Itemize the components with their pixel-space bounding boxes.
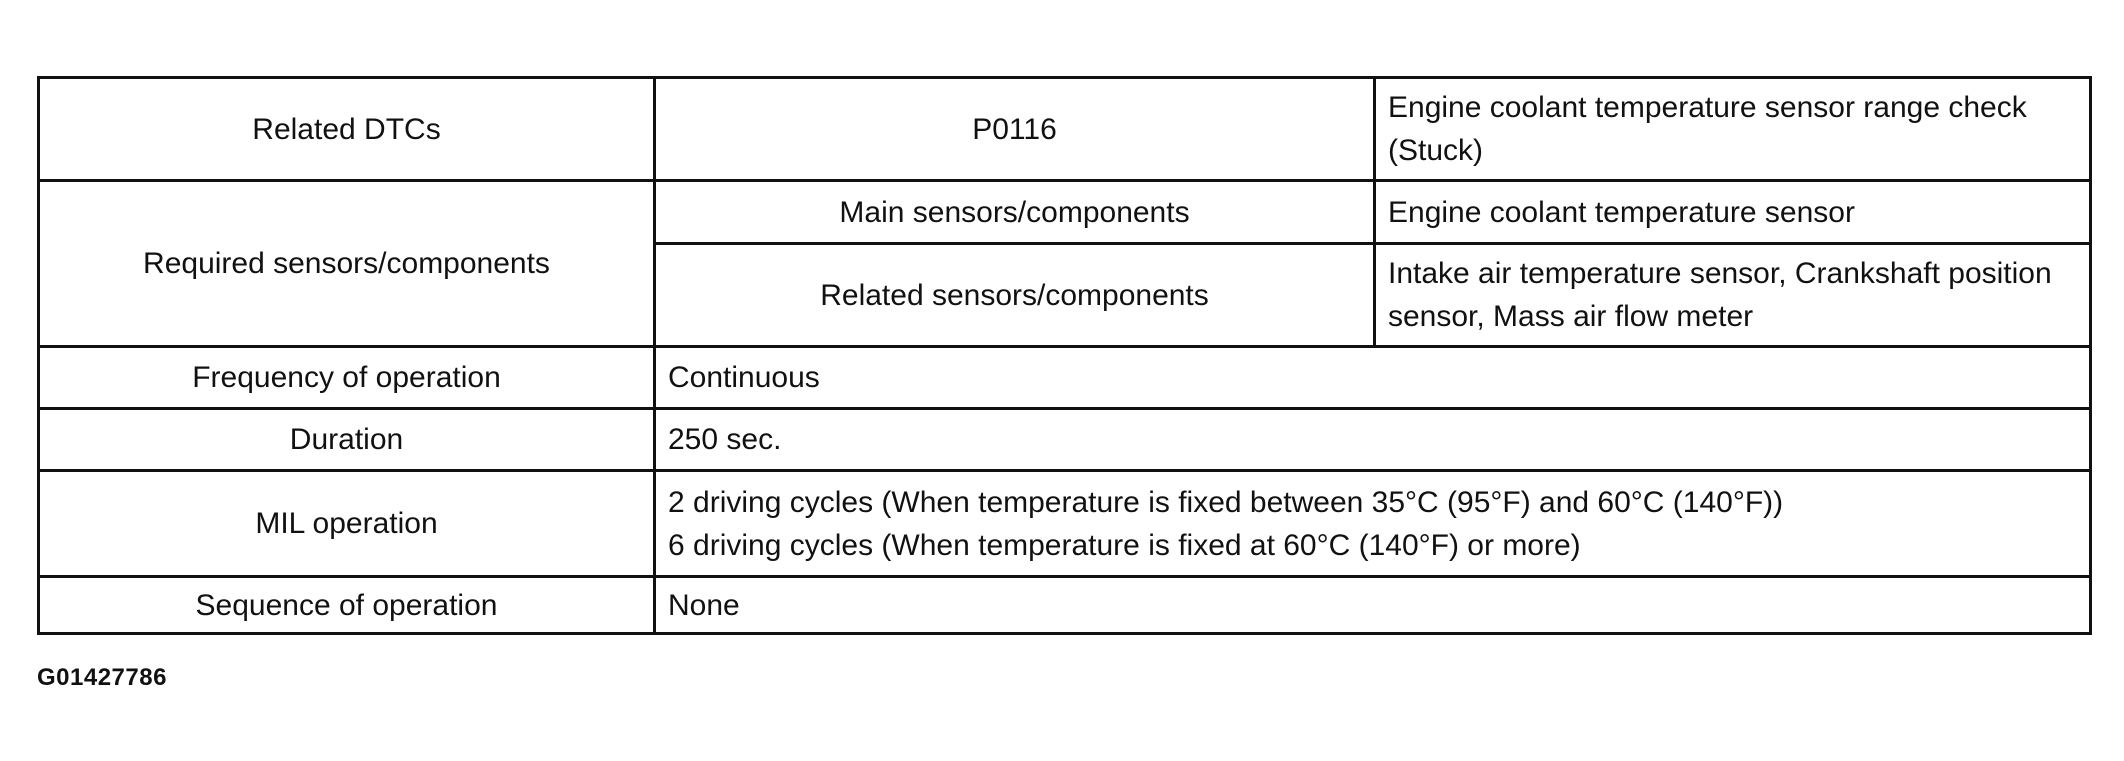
- duration-label: Duration: [39, 409, 655, 471]
- row-related-dtcs: [39, 78, 2091, 181]
- row-mil-operation: [39, 471, 2091, 577]
- related-dtcs-label: Related DTCs: [39, 78, 655, 181]
- related-sensors-value: Intake air temperature sensor, Crankshaft position sensor, Mass air flow meter: [1375, 244, 2091, 347]
- dtc-description: Engine coolant temperature sensor range check (Stuck): [1375, 78, 2091, 181]
- row-frequency: [39, 347, 2091, 409]
- figure-id: G01427786: [37, 664, 167, 691]
- related-sensors-label: Related sensors/components: [655, 244, 1375, 347]
- dtc-code: P0116: [655, 78, 1375, 181]
- row-main-sensors: [39, 181, 2091, 244]
- frequency-label: Frequency of operation: [39, 347, 655, 409]
- mil-operation-label: MIL operation: [39, 471, 655, 577]
- mil-operation-line-1: 2 driving cycles (When temperature is fixed between 35°C (95°F) and 60°C (140°F)): [668, 485, 1784, 519]
- mil-operation-value: [655, 471, 2091, 577]
- sequence-value: None: [655, 577, 2091, 634]
- monitor-spec-table: [37, 76, 2092, 635]
- frequency-value: Continuous: [655, 347, 2091, 409]
- duration-value: 250 sec.: [655, 409, 2091, 471]
- sequence-label: Sequence of operation: [39, 577, 655, 634]
- row-duration: [39, 409, 2091, 471]
- main-sensors-label: Main sensors/components: [655, 181, 1375, 244]
- required-sensors-label: Required sensors/components: [39, 181, 655, 347]
- mil-operation-line-2: 6 driving cycles (When temperature is fixed at 60°C (140°F) or more): [668, 528, 1581, 562]
- row-sequence: [39, 577, 2091, 634]
- main-sensors-value: Engine coolant temperature sensor: [1375, 181, 2091, 244]
